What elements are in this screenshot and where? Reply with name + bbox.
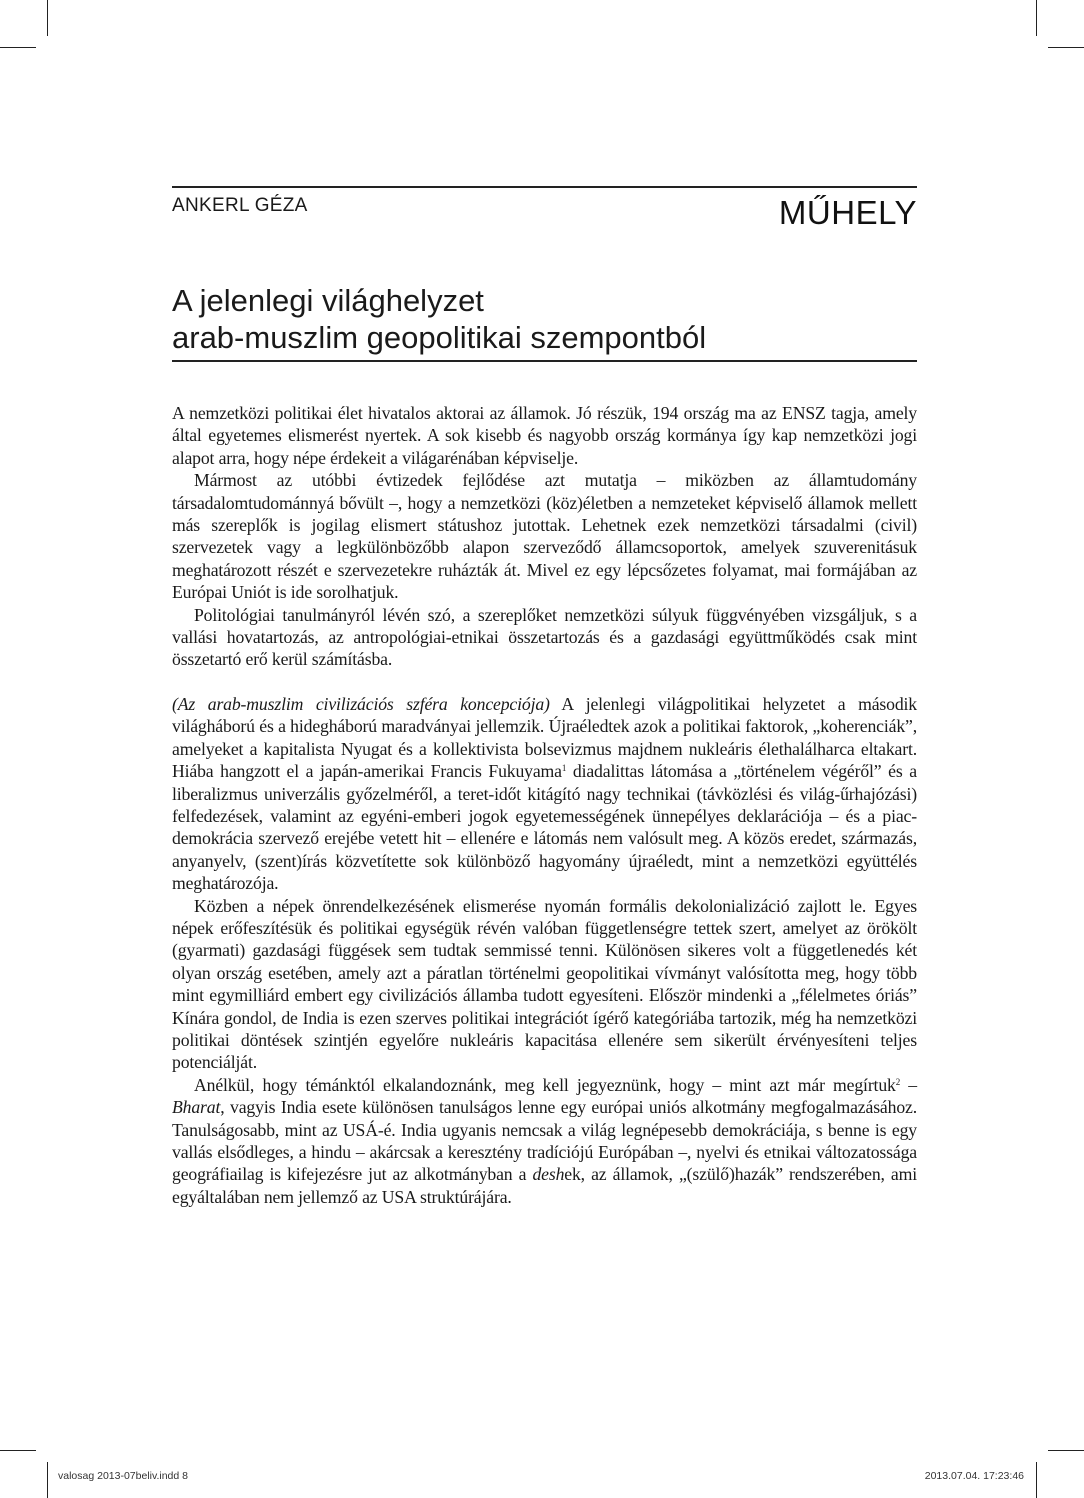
paragraph-text: , vagyis India esete különösen tanulságos lenne egy európai uniós alkotmány megfogalmazásához. Tanulságosabb, mint az USÁ-é. India ugyanis nemcsak a világ legnépesebb demokráciája, s benne is egy vallás elsődleges, a hindu – akárcsak a keresztény tradíciójú Európában –, nyelvi és etnikai változatossága geográfiailag is kifejezésre jut az alkotmányban a xyxy=(172,1097,917,1185)
article-body xyxy=(172,402,917,1208)
crop-mark xyxy=(0,1450,36,1451)
header-rule xyxy=(172,186,917,188)
footnote-ref: 2 xyxy=(895,1076,901,1087)
section-heading-italic: (Az arab-muszlim civilizációs szféra koncepciója) xyxy=(172,693,550,714)
footnote-ref: 1 xyxy=(561,763,567,774)
section-label: MŰHELY xyxy=(778,194,917,231)
crop-mark xyxy=(1048,1450,1084,1451)
crop-mark xyxy=(1048,47,1084,48)
italic-term: Bharat xyxy=(172,1097,221,1118)
paragraph: Mármost az utóbbi évtizedek fejlődése azt mutatja – miközben az államtudomány társadalomtudománnyá bővült –, hogy a nemzetközi (köz)életben a nemzeteket képviselő államok mellett más szereplők is jogilag elismert státushoz jutottak. Lehetnek ezek nemzetközi társadalmi (civil) szervezetek vagy a legkülönbözőbb alapon szerveződő államcsoportok, amelyek szuverenitásuk meghatározott részét e szervezetekre ruházták át. Mivel ez egy lépcsőzetes folyamat, mai formájában az Európai Uniót is ide sorolhatjuk. xyxy=(172,470,917,603)
paragraph-text: A jelenlegi világpolitikai helyzetet a második világháború és a hidegháború maradványai jellemzik. Újraéledtek azok a politikai faktorok, „koherenciák”, amelyeket a kapitalista Nyugat és a kollektivista bolsevizmus majdnem nukleáris élethalálharca eltakart. Hiába hangzott el a japán-amerikai Francis Fukuyama xyxy=(172,693,917,782)
italic-term: desh xyxy=(532,1164,565,1185)
paragraph-text: Anélkül, hogy témánktól elkalandoznánk, meg kell jegyeznünk, hogy – mint azt már megírtuk xyxy=(194,1074,896,1095)
title-rule xyxy=(172,360,917,362)
crop-mark xyxy=(0,47,36,48)
crop-mark xyxy=(1036,1462,1037,1498)
crop-mark xyxy=(1036,0,1037,36)
paragraph xyxy=(172,1074,917,1208)
paragraph: Közben a népek önrendelkezésének elismerése nyomán formális dekolonializáció zajlott le. Egyes népek erőfeszítésük és politikai egységük révén valóban függetlenségre tettek szert, amelyet az örökölt (gyarmati) gazdasági függések sem tudtak semmissé tenni. Különösen sikeres volt a függetlenedés két olyan ország esetében, amely azt a páratlan történelmi geopolitikai vívmányt valósította meg, hogy több mint egymilliárd embert egy civilizációs államba tudott egyesíteni. Először mindenki a „félelmetes óriás” Kínára gondol, de India is ezen szerves politikai integrációt ígérő kategóriába tartozik, még ha nemzetközi politikai döntések szintjén egyelőre nukleáris kapacitása ellenére sem sikerült érvényesíteni teljes potenciálját. xyxy=(172,895,917,1073)
footer-file-info: valosag 2013-07beliv.indd 8 xyxy=(58,1470,188,1482)
crop-mark xyxy=(47,1462,48,1498)
article-title xyxy=(172,282,706,356)
paragraph-text: ek, az államok, „(szülő)hazák” rendszerében, ami egyáltalában nem jellemző az USA struktúrájára. xyxy=(172,1164,917,1207)
footer-timestamp: 2013.07.04. 17:23:46 xyxy=(924,1470,1024,1482)
author-name: ANKERL GÉZA xyxy=(172,195,308,216)
title-line-1: A jelenlegi világhelyzet xyxy=(172,283,484,318)
paragraph-text: – xyxy=(900,1074,918,1095)
paragraph: A nemzetközi politikai élet hivatalos aktorai az államok. Jó részük, 194 ország ma az ENSZ tagja, amely által egyetemes elismerést nyertek. A sok kisebb és nagyobb ország kormánya így kap nemzetközi jogi alapot arra, hogy népe érdekeit a világarénában képviselje. xyxy=(172,403,917,468)
paragraph-text: diadalittas látomása a „történelem végéről” és a liberalizmus univerzális győzelméről, a teret-időt kitágító nagy technikai (távközlési és világ-űrhajózási) felfedezések, valamint az egyéni-emberi jogok egyetemességének ünnepélyes deklarációja – és a piac-demokrácia szervező erejébe vetett hit – ellenére e látomás nem valósult meg. A közös eredet, származás, anyanyelv, (szent)írás közvetítette sok különböző hagyomány újraéledt, mint a nemzetközi együttélés meghatározója. xyxy=(172,761,917,894)
paragraph xyxy=(172,693,917,895)
crop-mark xyxy=(47,0,48,36)
title-line-2: arab-muszlim geopolitikai szempontból xyxy=(172,320,707,355)
paragraph: Politológiai tanulmányról lévén szó, a szereplőket nemzetközi súlyuk függvényében vizsgáljuk, s a vallási hovatartozás, az antropológiai-etnikai összetartozás és a gazdasági együttműködés csak mint összetartó erő kerül számításba. xyxy=(172,604,917,670)
